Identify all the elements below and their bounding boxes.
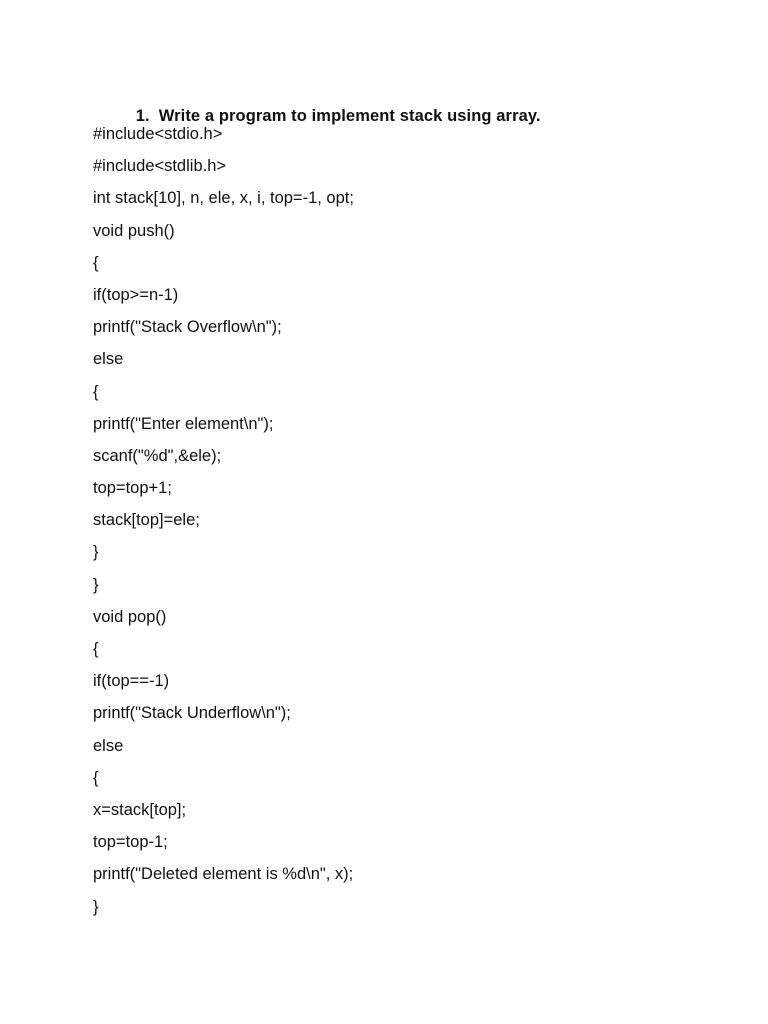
code-line: stack[top]=ele;: [93, 511, 200, 530]
code-line: void pop(): [93, 607, 167, 626]
code-line: printf("Stack Underflow\n");: [93, 704, 291, 723]
code-line: }: [93, 543, 99, 562]
code-line: void push(): [93, 221, 175, 240]
code-line: {: [93, 382, 99, 401]
code-line: if(top==-1): [93, 672, 170, 691]
question-number: 1.: [135, 107, 150, 125]
code-line: top=top-1;: [93, 833, 168, 852]
code-line: #include<stdlib.h>: [93, 157, 227, 176]
code-line: printf("Stack Overflow\n");: [93, 318, 282, 337]
code-line: top=top+1;: [93, 479, 172, 498]
code-line: x=stack[top];: [93, 800, 187, 819]
code-line: scanf("%d",&ele);: [93, 446, 222, 465]
code-listing: [93, 118, 354, 923]
code-line: }: [93, 575, 99, 594]
code-line: }: [93, 897, 99, 916]
code-line: else: [93, 736, 124, 755]
code-line: {: [93, 768, 99, 787]
code-line: printf("Deleted element is %d\n", x);: [93, 865, 354, 884]
question-text: Write a program to implement stack using array.: [158, 107, 541, 125]
code-line: printf("Enter element\n");: [93, 414, 274, 433]
code-line: #include<stdio.h>: [93, 125, 223, 143]
code-line: {: [93, 640, 99, 658]
code-line: if(top>=n-1): [93, 285, 179, 304]
code-line: int stack[10], n, ele, x, i, top=-1, opt;: [93, 189, 354, 208]
code-line: else: [93, 350, 124, 369]
code-line: {: [93, 253, 99, 272]
